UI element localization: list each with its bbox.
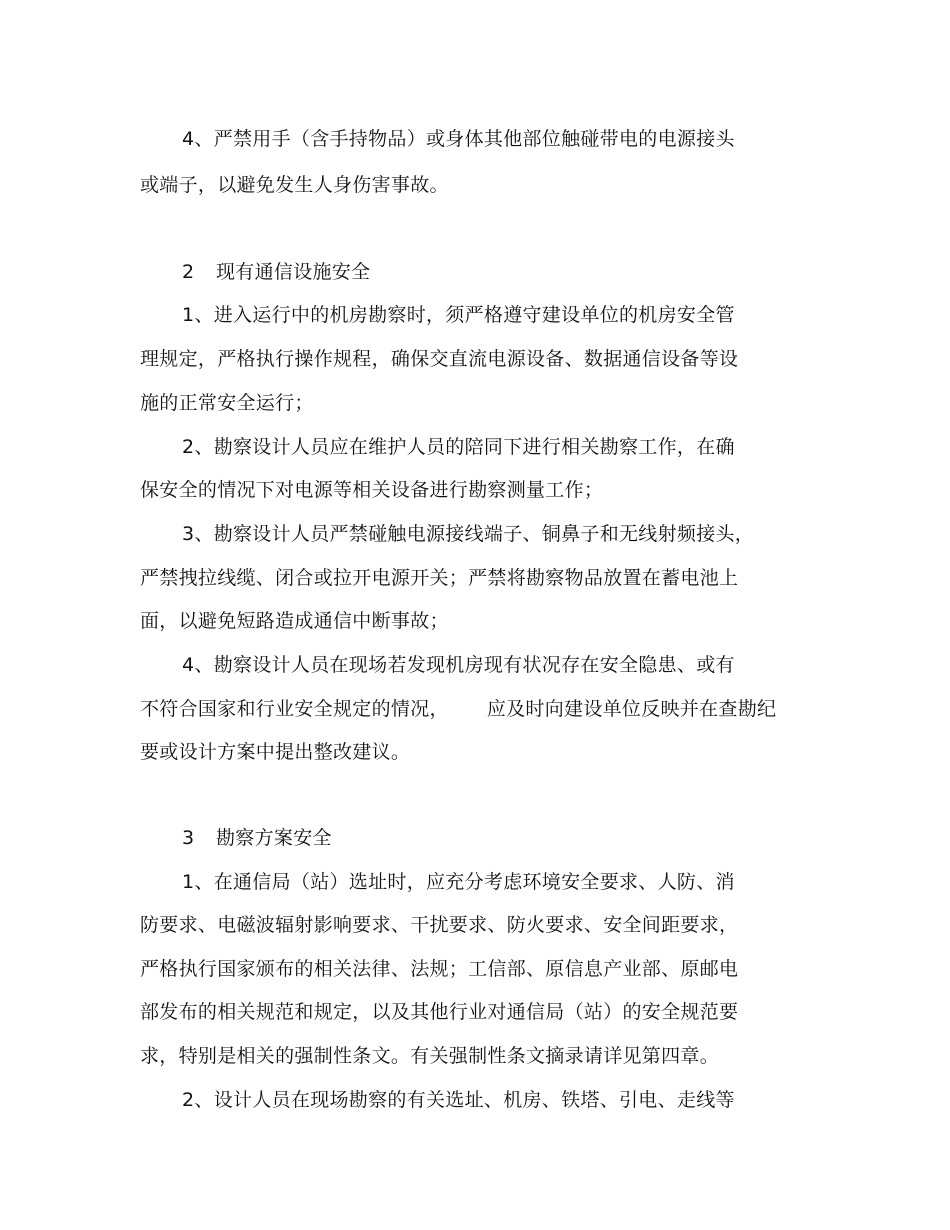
paragraph-line: 防要求、电磁波辐射影响要求、干扰要求、防火要求、安全间距要求， — [140, 914, 739, 936]
section-heading-3 — [182, 826, 332, 850]
paragraph-line: 严禁拽拉线缆、闭合或拉开电源开关；严禁将勘察物品放置在蓄电池上 — [140, 567, 739, 589]
paragraph-line: 求，特别是相关的强制性条文。有关强制性条文摘录请详见第四章。 — [140, 1045, 720, 1067]
paragraph-segment: 不符合国家和行业安全规定的情况， — [140, 698, 449, 720]
section-title: 勘察方案安全 — [216, 827, 332, 849]
paragraph-line: 4、严禁用手（含手持物品）或身体其他部位触碰带电的电源接头 — [182, 128, 735, 150]
section-heading-2 — [182, 260, 370, 284]
paragraph-line: 2、设计人员在现场勘察的有关选址、机房、铁塔、引电、走线等 — [182, 1089, 735, 1111]
paragraph-line: 施的正常安全运行； — [140, 392, 314, 414]
section-number: 2 — [182, 261, 195, 283]
paragraph-line: 理规定，严格执行操作规程，确保交直流电源设备、数据通信设备等设 — [140, 348, 739, 370]
paragraph-line: 1、进入运行中的机房勘察时，须严格遵守建设单位的机房安全管 — [182, 304, 735, 326]
paragraph-line: 2、勘察设计人员应在维护人员的陪同下进行相关勘察工作，在确 — [182, 436, 735, 458]
section-number: 3 — [182, 827, 195, 849]
paragraph-line: 要或设计方案中提出整改建议。 — [140, 741, 411, 763]
paragraph-line: 面，以避免短路造成通信中断事故； — [140, 610, 449, 632]
paragraph-line: 保安全的情况下对电源等相关设备进行勘察测量工作； — [140, 479, 604, 501]
paragraph-line: 严格执行国家颁布的相关法律、法规；工信部、原信息产业部、原邮电 — [140, 958, 739, 980]
paragraph-segment: 应及时向建设单位反映并在查勘纪 — [486, 698, 777, 720]
paragraph-line: 1、在通信局（站）选址时，应充分考虑环境安全要求、人防、消 — [182, 871, 735, 893]
paragraph-line — [140, 697, 776, 721]
paragraph-line: 部发布的相关规范和规定，以及其他行业对通信局（站）的安全规范要 — [140, 1001, 739, 1023]
paragraph-line: 4、勘察设计人员在现场若发现机房现有状况存在安全隐患、或有 — [182, 654, 735, 676]
paragraph-line: 或端子，以避免发生人身伤害事故。 — [140, 174, 449, 196]
paragraph-line: 3、勘察设计人员严禁碰触电源接线端子、铜鼻子和无线射频接头， — [182, 523, 755, 545]
section-title: 现有通信设施安全 — [216, 261, 371, 283]
